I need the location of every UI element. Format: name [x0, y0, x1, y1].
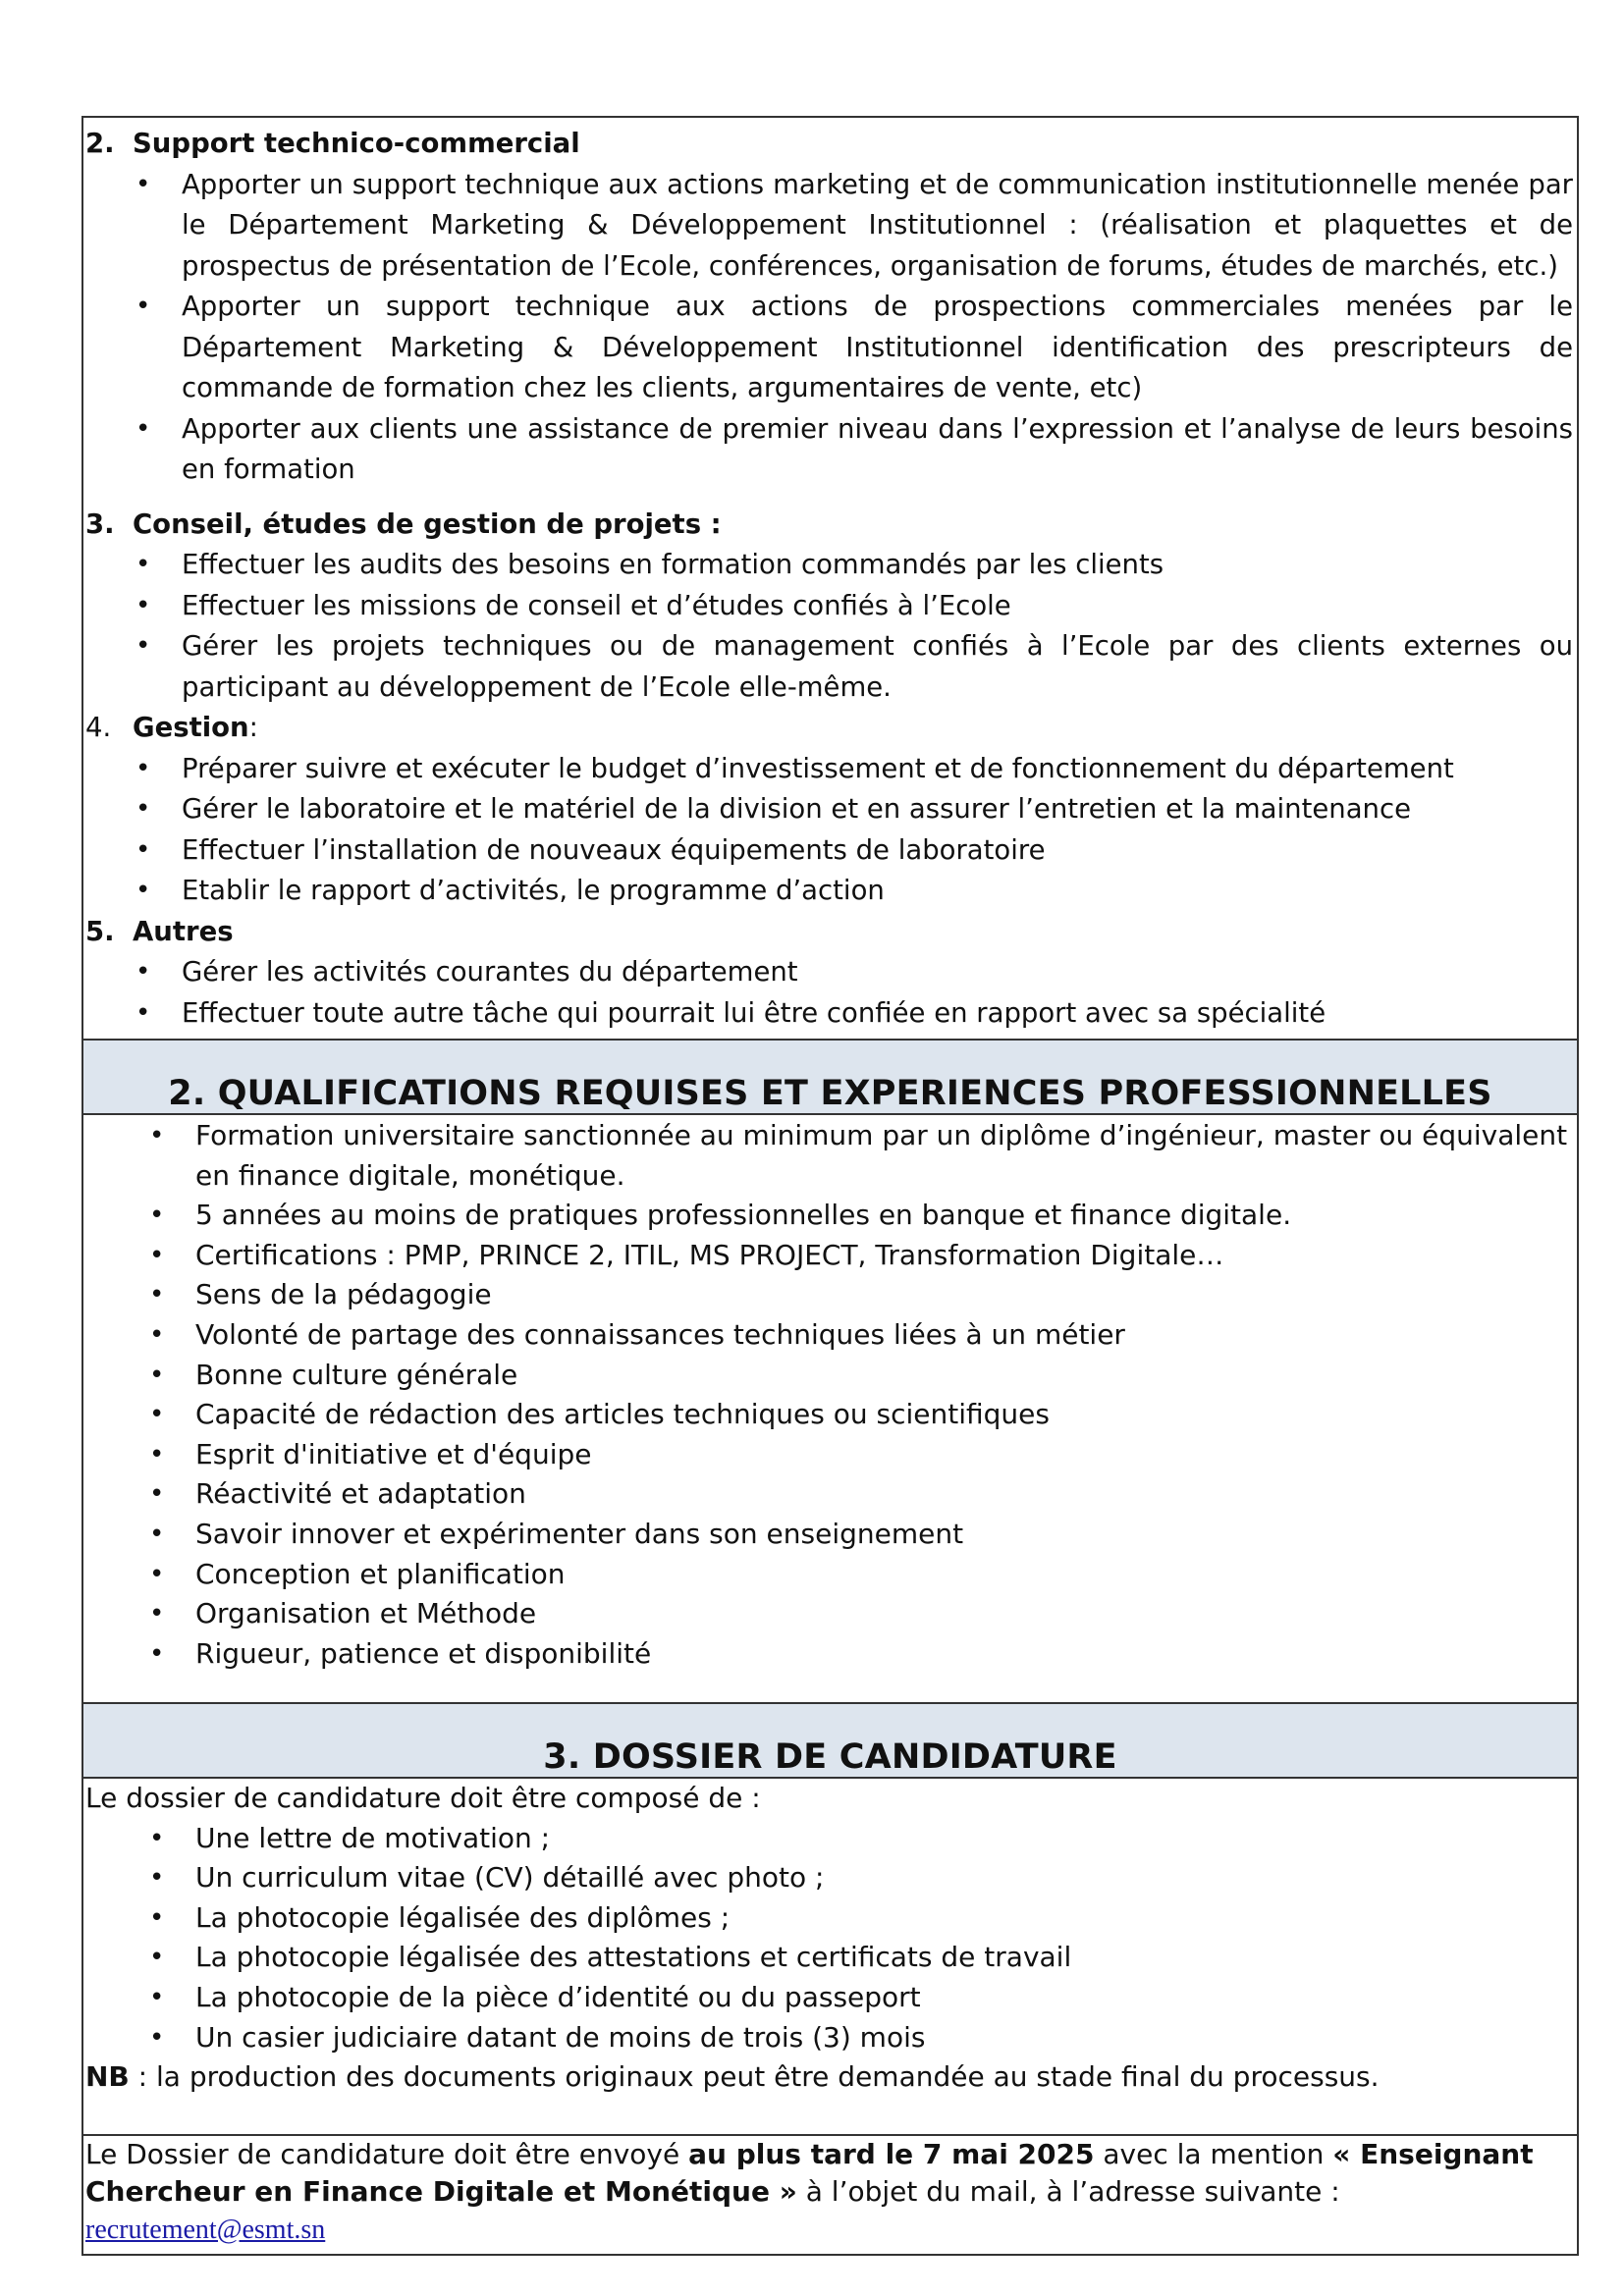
- submission-text-3: à l’objet du mail, à l’adresse suivante :: [796, 2175, 1340, 2208]
- dossier-intro: Le dossier de candidature doit être composé de :: [85, 1782, 761, 1814]
- list-item: • Effectuer les missions de conseil et d’études confiés à l’Ecole: [182, 586, 1573, 627]
- list-item: • Réactivité et adaptation: [195, 1474, 1577, 1515]
- responsibilities-list: [83, 124, 1577, 1034]
- list-item: • Certifications : PMP, PRINCE 2, ITIL, MS PROJECT, Transformation Digitale…: [195, 1236, 1577, 1276]
- responsibility-heading: [83, 912, 1577, 953]
- responsibility-title: Autres: [133, 915, 234, 947]
- qualifications-header: [83, 1039, 1577, 1115]
- list-item: • Conception et planification: [195, 1555, 1577, 1595]
- responsibility-number: 4.: [85, 712, 112, 743]
- list-item: • Apporter un support technique aux actions de prospections commerciales menées par le Département Marketing & Développement Institutionnel identification des prescripteurs de commande de formation chez les clients, argumentaires de vente, etc): [182, 287, 1573, 409]
- qualifications-section: [83, 1115, 1577, 1702]
- list-item: • Effectuer les audits des besoins en formation commandés par les clients: [182, 545, 1573, 586]
- qualifications-list: [83, 1116, 1577, 1674]
- responsibilities-section: [83, 118, 1577, 1039]
- list-item: • La photocopie de la pièce d’identité ou du passeport: [195, 1978, 1577, 2018]
- responsibility-items: [83, 545, 1577, 708]
- dossier-heading: 3. DOSSIER DE CANDIDATURE: [543, 1737, 1117, 1777]
- list-item: • Savoir innover et expérimenter dans son enseignement: [195, 1515, 1577, 1555]
- document-frame: [81, 116, 1579, 2256]
- responsibility-title: Support technico-commercial: [133, 128, 580, 159]
- dossier-section: [83, 1779, 1577, 2136]
- list-item: • Apporter aux clients une assistance de premier niveau dans l’expression et l’analyse de leurs besoins en formation: [182, 409, 1573, 491]
- responsibility-items: [83, 952, 1577, 1034]
- list-item: • Un curriculum vitae (CV) détaillé avec photo ;: [195, 1858, 1577, 1898]
- responsibility-items: [83, 165, 1577, 491]
- responsibility-number: 5.: [85, 915, 115, 947]
- submission-deadline: au plus tard le 7 mai 2025: [688, 2138, 1095, 2170]
- nb-text: : la production des documents originaux peut être demandée au stade final du processus.: [129, 2060, 1380, 2094]
- list-item: • La photocopie légalisée des diplômes ;: [195, 1898, 1577, 1939]
- responsibility-heading: [83, 124, 1577, 165]
- list-item: • Rigueur, patience et disponibilité: [195, 1634, 1577, 1675]
- submission-section: [83, 2136, 1577, 2249]
- list-item: • Organisation et Méthode: [195, 1594, 1577, 1634]
- submission-text-1: Le Dossier de candidature doit être envoyé: [85, 2138, 689, 2170]
- list-item: • Etablir le rapport d’activités, le programme d’action: [182, 871, 1573, 912]
- dossier-header: [83, 1702, 1577, 1779]
- dossier-list: [83, 1819, 1577, 2058]
- responsibility-items: [83, 749, 1577, 912]
- responsibility-title: Conseil, études de gestion de projets :: [133, 507, 722, 540]
- submission-mention: « Enseignant Chercheur en Finance Digitale et Monétique »: [85, 2138, 1534, 2208]
- list-item: • Préparer suivre et exécuter le budget d’investissement et de fonctionnement du département: [182, 749, 1573, 790]
- responsibility-number: 2.: [85, 128, 115, 159]
- nb-note: [83, 2057, 1577, 2098]
- list-item: • Gérer les activités courantes du département: [182, 952, 1573, 993]
- list-item: • Volonté de partage des connaissances techniques liées à un métier: [195, 1315, 1577, 1356]
- list-item: • La photocopie légalisée des attestations et certificats de travail: [195, 1938, 1577, 1978]
- submission-text-2: avec la mention: [1094, 2138, 1333, 2170]
- nb-label: NB: [85, 2060, 130, 2094]
- list-item: • Apporter un support technique aux actions marketing et de communication institutionnelle menée par le Département Marketing & Développement Institutionnel : (réalisation et plaquettes et de prospectus de présentation de l’Ecole, conférences, organisation de forums, études de marchés, etc.): [182, 165, 1573, 288]
- responsibility-heading: [83, 505, 1577, 546]
- list-item: • Sens de la pédagogie: [195, 1275, 1577, 1315]
- responsibility-heading: [83, 708, 1577, 749]
- qualifications-heading: 2. QUALIFICATIONS REQUISES ET EXPERIENCES PROFESSIONNELLES: [168, 1074, 1492, 1113]
- responsibility-title-suffix: :: [248, 712, 258, 743]
- list-item: • Effectuer toute autre tâche qui pourrait lui être confiée en rapport avec sa spécialité: [182, 993, 1573, 1035]
- list-item: • Effectuer l’installation de nouveaux équipements de laboratoire: [182, 830, 1573, 872]
- responsibility-title: Gestion: [133, 712, 249, 743]
- list-item: • 5 années au moins de pratiques professionnelles en banque et finance digitale.: [195, 1196, 1577, 1236]
- list-item: • Formation universitaire sanctionnée au minimum par un diplôme d’ingénieur, master ou équivalent en finance digitale, monétique.: [195, 1116, 1577, 1196]
- list-item: • Gérer les projets techniques ou de management confiés à l’Ecole par des clients externes ou participant au développement de l’Ecole elle-même.: [182, 626, 1573, 708]
- submission-email-link[interactable]: recrutement@esmt.sn: [85, 2215, 326, 2245]
- list-item: • Gérer le laboratoire et le matériel de la division et en assurer l’entretien et la maintenance: [182, 789, 1573, 830]
- list-item: • Esprit d'initiative et d'équipe: [195, 1435, 1577, 1475]
- list-item: • Bonne culture générale: [195, 1356, 1577, 1396]
- list-item: • Capacité de rédaction des articles techniques ou scientifiques: [195, 1395, 1577, 1435]
- section-gap: [83, 491, 1577, 505]
- list-item: • Une lettre de motivation ;: [195, 1819, 1577, 1859]
- responsibility-number: 3.: [85, 507, 115, 540]
- list-item: • Un casier judiciaire datant de moins de trois (3) mois: [195, 2018, 1577, 2058]
